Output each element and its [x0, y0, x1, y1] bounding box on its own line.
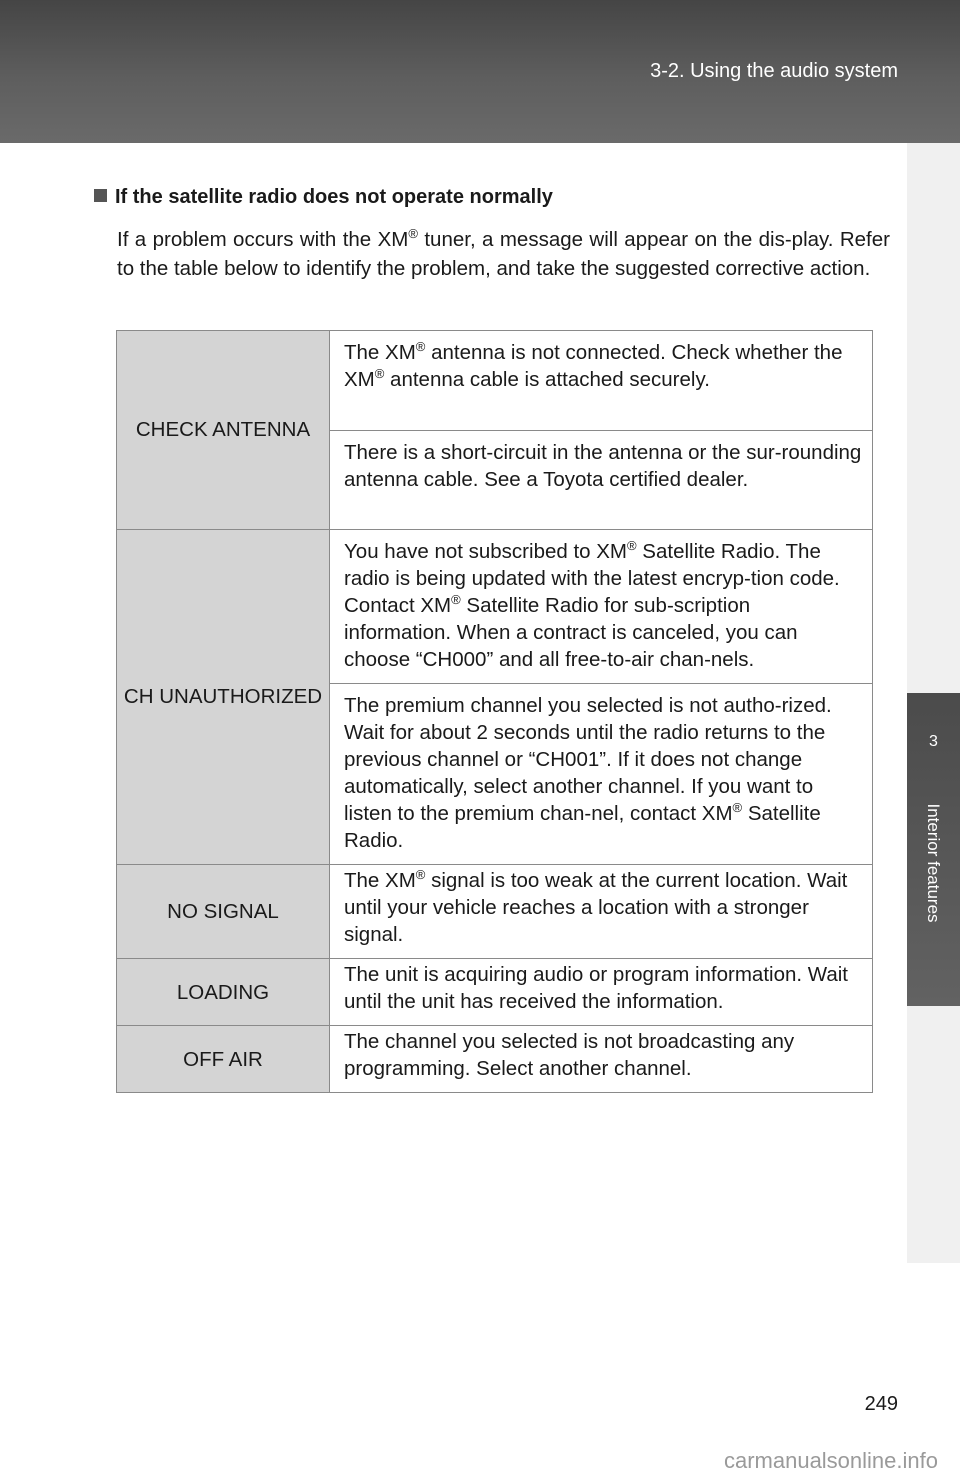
message-table: [116, 330, 873, 1093]
desc-text: antenna is not connected. Check whether the XM: [344, 341, 843, 391]
message-description: There is a short-circuit in the antenna or the sur-rounding antenna cable. See a Toyota certified dealer.: [330, 430, 873, 530]
desc-text: Satellite Radio. The radio is being updated with the latest encryp-tion code. Contact XM: [344, 540, 840, 617]
chapter-number: 3: [929, 733, 938, 750]
side-tab-chapter: [907, 693, 960, 1006]
desc-text: Satellite Radio for sub-scription information. When a contract is canceled, you can choose “CH000” and all free-to-air chan-nels.: [344, 594, 798, 671]
desc-text: The XM: [344, 341, 416, 364]
registered-mark: ®: [415, 867, 426, 883]
message-code-no-signal: NO SIGNAL: [117, 865, 330, 959]
intro-text-1: If a problem occurs with the XM: [117, 228, 409, 251]
watermark: carmanualsonline.info: [723, 1448, 938, 1473]
desc-text: You have not subscribed to XM: [344, 540, 628, 563]
registered-mark: ®: [415, 339, 426, 355]
message-description: The channel you selected is not broadcasting any programming. Select another channel.: [330, 1026, 873, 1093]
message-code-off-air: OFF AIR: [117, 1026, 330, 1093]
section-heading-text: If the satellite radio does not operate normally: [115, 186, 553, 208]
section-heading: [94, 186, 894, 209]
message-description: The unit is acquiring audio or program information. Wait until the unit has received the information.: [330, 959, 873, 1026]
table-row: [117, 959, 873, 1026]
desc-text: The XM: [344, 869, 416, 892]
table-row: [117, 331, 873, 431]
registered-mark: ®: [732, 800, 743, 816]
intro-text-2: tuner, a message will appear on the dis-play. Refer to the table below to identify the problem, and take the suggested corrective action.: [117, 228, 890, 280]
message-code-check-antenna: CHECK ANTENNA: [117, 331, 330, 530]
desc-text: The premium channel you selected is not autho-rized. Wait for about 2 seconds until the radio returns to the previous channel or “CH001”. If it does not change automatically, select another channel. If you want to listen to the premium chan-nel, contact XM: [344, 694, 832, 825]
table-row: [117, 530, 873, 684]
desc-text: antenna cable is attached securely.: [384, 368, 710, 391]
table-row: [117, 1026, 873, 1093]
square-bullet-icon: [94, 189, 107, 202]
intro-paragraph: [117, 225, 890, 283]
message-description: [330, 865, 873, 959]
page-header: [0, 0, 960, 143]
registered-mark: ®: [451, 592, 461, 608]
message-description: [330, 530, 873, 684]
desc-text: signal is too weak at the current location. Wait until your vehicle reaches a location with a stronger signal.: [344, 869, 848, 946]
registered-mark: ®: [627, 538, 637, 554]
page-number: 249: [864, 1393, 898, 1415]
message-description: [330, 331, 873, 431]
desc-text: Satellite Radio.: [344, 802, 821, 852]
message-code-loading: LOADING: [117, 959, 330, 1026]
chapter-label: Interior features: [924, 803, 943, 923]
registered-mark: ®: [408, 226, 418, 242]
message-description: [330, 684, 873, 865]
table-row: [117, 865, 873, 959]
registered-mark: ®: [374, 366, 385, 382]
side-tab: [907, 143, 960, 1263]
header-title: 3-2. Using the audio system: [650, 60, 898, 82]
message-code-ch-unauthorized: CH UNAUTHORIZED: [117, 530, 330, 865]
